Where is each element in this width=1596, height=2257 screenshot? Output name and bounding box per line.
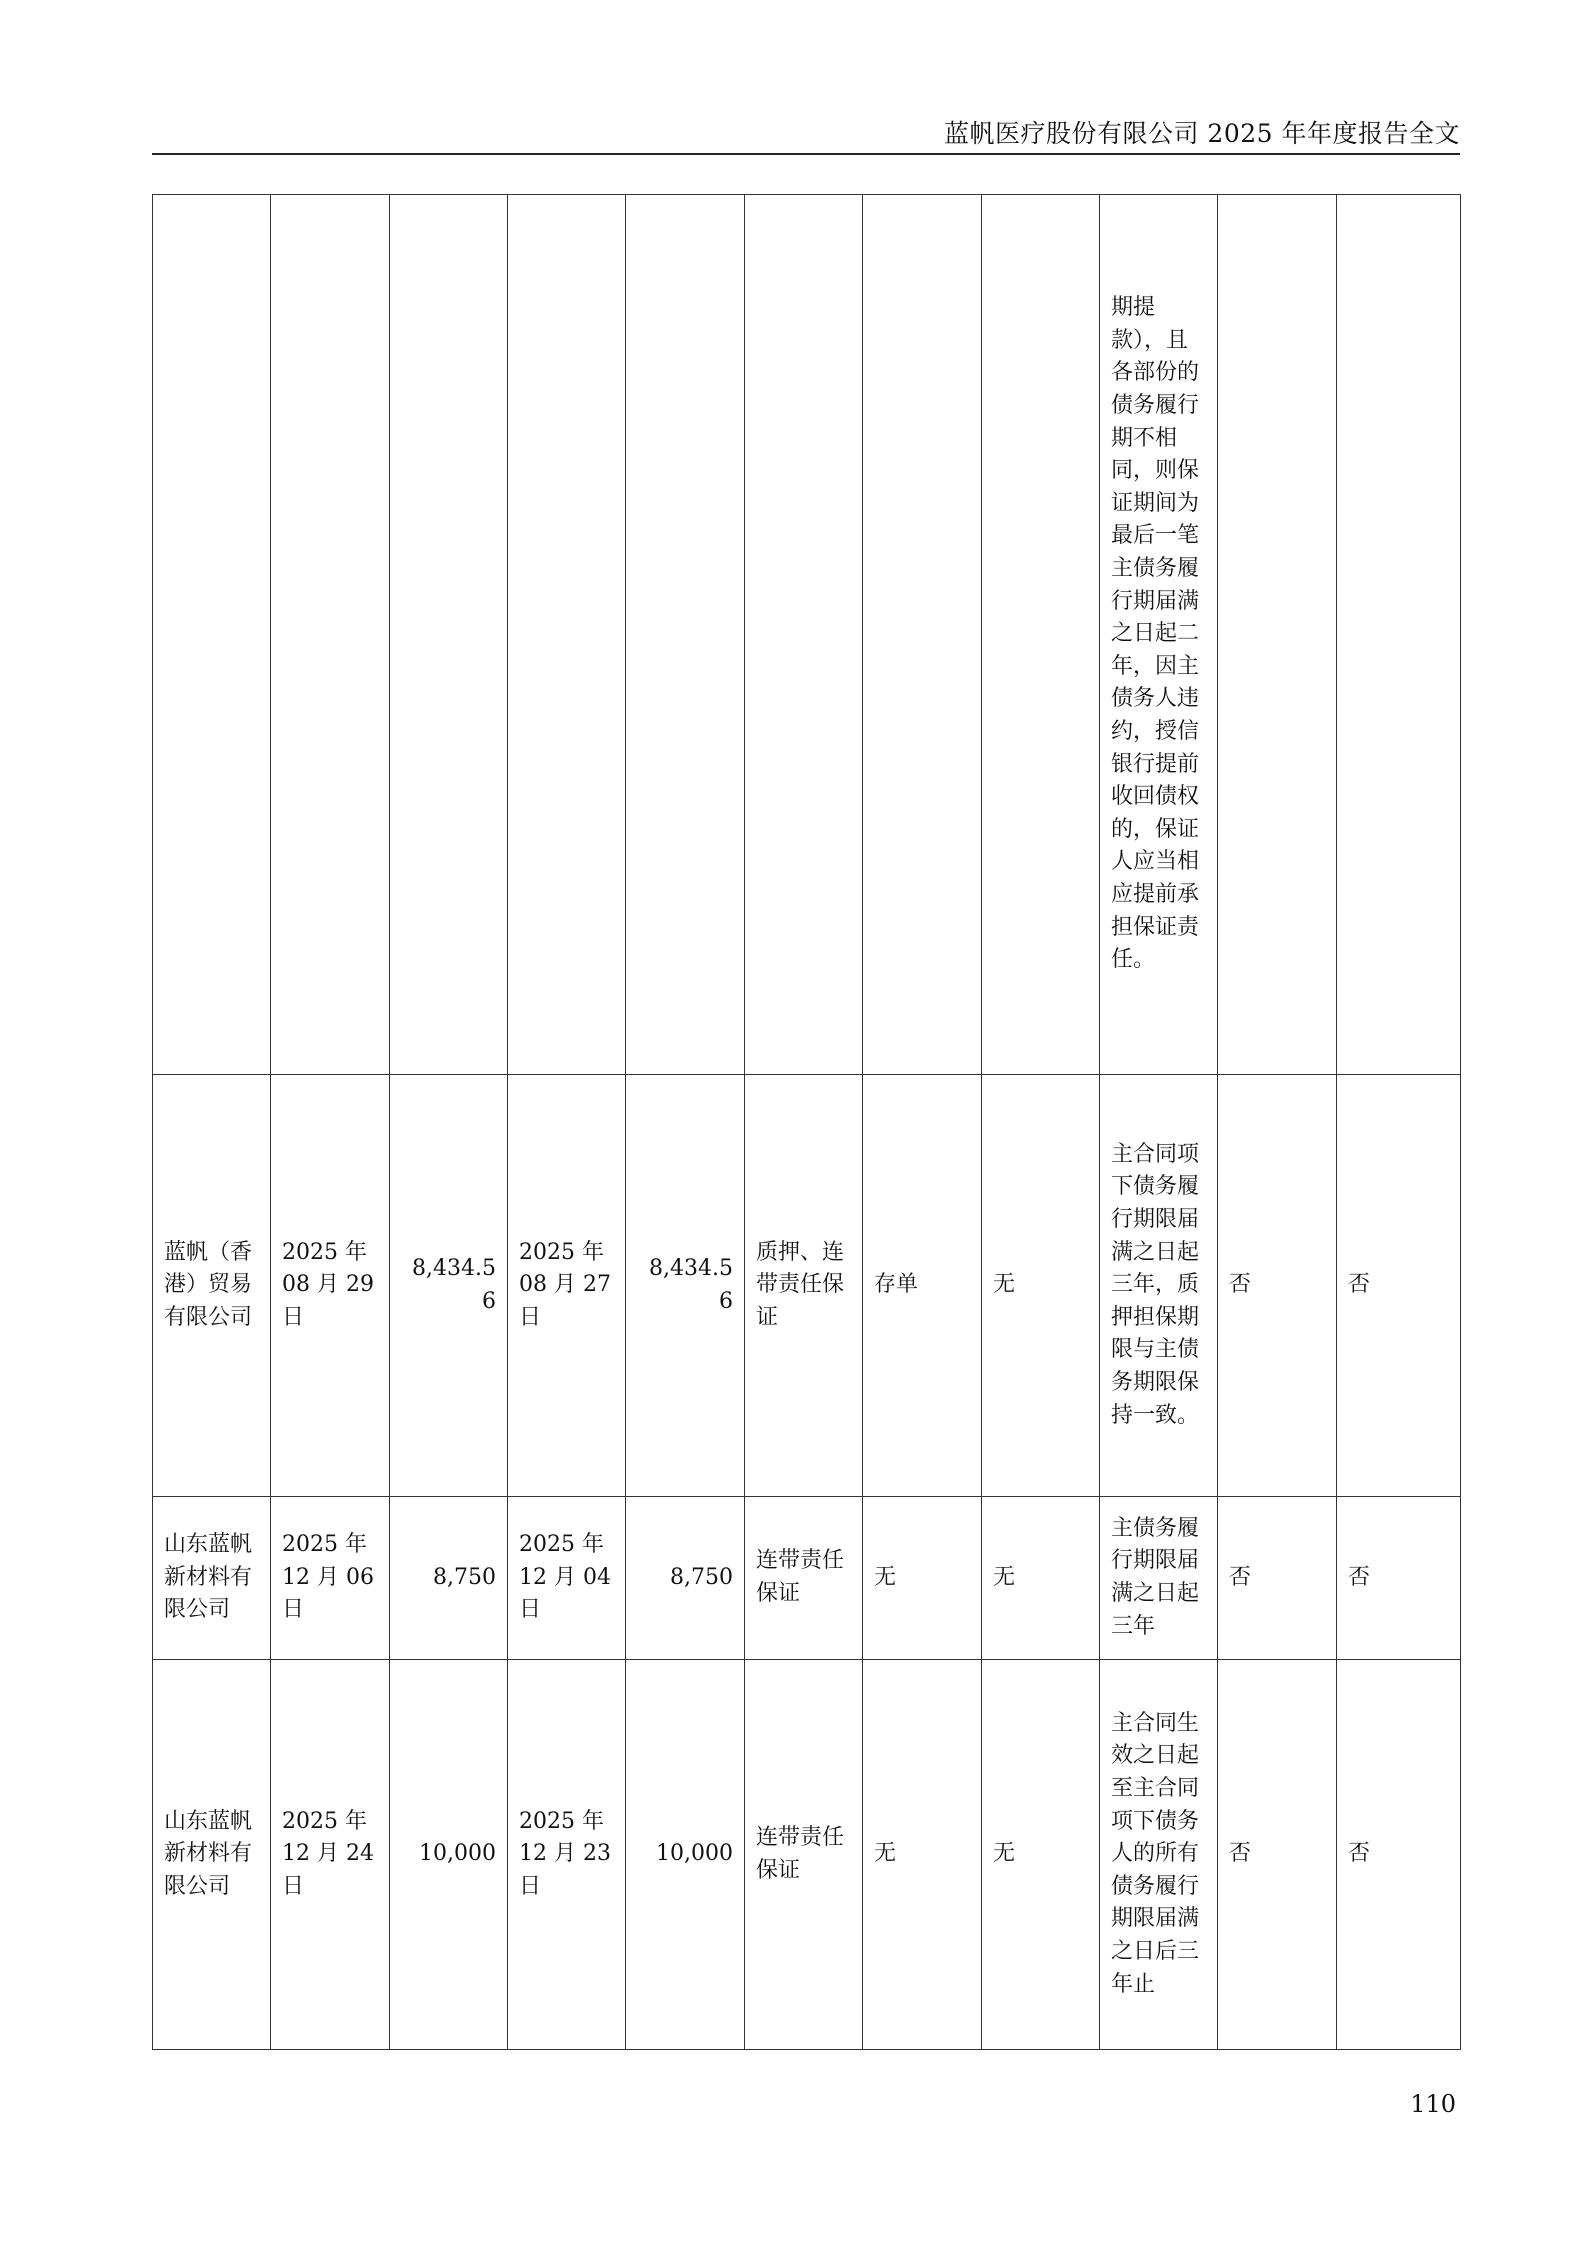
- cell-completed: 否: [1218, 1075, 1337, 1497]
- cell-guarantee-term: 期提款），且各部份的债务履行期不相同，则保证期间为最后一笔主债务履行期届满之日起二年，因主债务人违约，授信银行提前收回债权的，保证人应当相应提前承担保证责任。: [1100, 195, 1218, 1075]
- page-number: 110: [1410, 2090, 1456, 2118]
- cell-related-party: 否: [1337, 1497, 1461, 1660]
- cell-company: 蓝帆（香港）贸易有限公司: [153, 1075, 271, 1497]
- cell-actual-date: 2025 年 12 月 23 日: [508, 1660, 626, 2050]
- cell-actual-amount: 10,000: [626, 1660, 745, 2050]
- cell-guarantee-term: 主债务履行期限届满之日起三年: [1100, 1497, 1218, 1660]
- table-row: [153, 195, 1461, 1075]
- cell-counter-guarantee: 无: [982, 1075, 1100, 1497]
- cell-company: 山东蓝帆新材料有限公司: [153, 1660, 271, 2050]
- guarantee-table: [152, 194, 1461, 2050]
- cell-company: [153, 195, 271, 1075]
- cell-collateral: 无: [863, 1660, 982, 2050]
- cell-related-party: 否: [1337, 1660, 1461, 2050]
- report-header-title: 蓝帆医疗股份有限公司 2025 年年度报告全文: [943, 119, 1460, 148]
- cell-occur-date: 2025 年 12 月 06 日: [271, 1497, 390, 1660]
- cell-counter-guarantee: [982, 195, 1100, 1075]
- cell-collateral: 无: [863, 1497, 982, 1660]
- cell-related-party: [1337, 195, 1461, 1075]
- cell-actual-date: 2025 年 12 月 04 日: [508, 1497, 626, 1660]
- table-row: [153, 1497, 1461, 1660]
- cell-actual-amount: 8,434.56: [626, 1075, 745, 1497]
- cell-guarantee-type: 连带责任保证: [745, 1660, 863, 2050]
- cell-occur-amount: 8,434.56: [390, 1075, 508, 1497]
- cell-occur-amount: 10,000: [390, 1660, 508, 2050]
- cell-occur-date: [271, 195, 390, 1075]
- cell-completed: 否: [1218, 1497, 1337, 1660]
- cell-collateral: [863, 195, 982, 1075]
- cell-counter-guarantee: 无: [982, 1497, 1100, 1660]
- cell-collateral: 存单: [863, 1075, 982, 1497]
- cell-guarantee-term: 主合同生效之日起至主合同项下债务人的所有债务履行期限届满之日后三年止: [1100, 1660, 1218, 2050]
- cell-completed: 否: [1218, 1660, 1337, 2050]
- header-divider: [152, 153, 1460, 155]
- cell-occur-amount: 8,750: [390, 1497, 508, 1660]
- cell-guarantee-type: 质押、连带责任保证: [745, 1075, 863, 1497]
- cell-occur-date: 2025 年 08 月 29 日: [271, 1075, 390, 1497]
- table-row: [153, 1660, 1461, 2050]
- cell-occur-amount: [390, 195, 508, 1075]
- cell-guarantee-type: 连带责任保证: [745, 1497, 863, 1660]
- cell-related-party: 否: [1337, 1075, 1461, 1497]
- cell-actual-amount: 8,750: [626, 1497, 745, 1660]
- cell-company: 山东蓝帆新材料有限公司: [153, 1497, 271, 1660]
- table-row: [153, 1075, 1461, 1497]
- cell-guarantee-type: [745, 195, 863, 1075]
- cell-guarantee-term: 主合同项下债务履行期限届满之日起三年，质押担保期限与主债务期限保持一致。: [1100, 1075, 1218, 1497]
- cell-completed: [1218, 195, 1337, 1075]
- cell-counter-guarantee: 无: [982, 1660, 1100, 2050]
- cell-actual-date: [508, 195, 626, 1075]
- cell-actual-date: 2025 年 08 月 27 日: [508, 1075, 626, 1497]
- cell-occur-date: 2025 年 12 月 24 日: [271, 1660, 390, 2050]
- cell-actual-amount: [626, 195, 745, 1075]
